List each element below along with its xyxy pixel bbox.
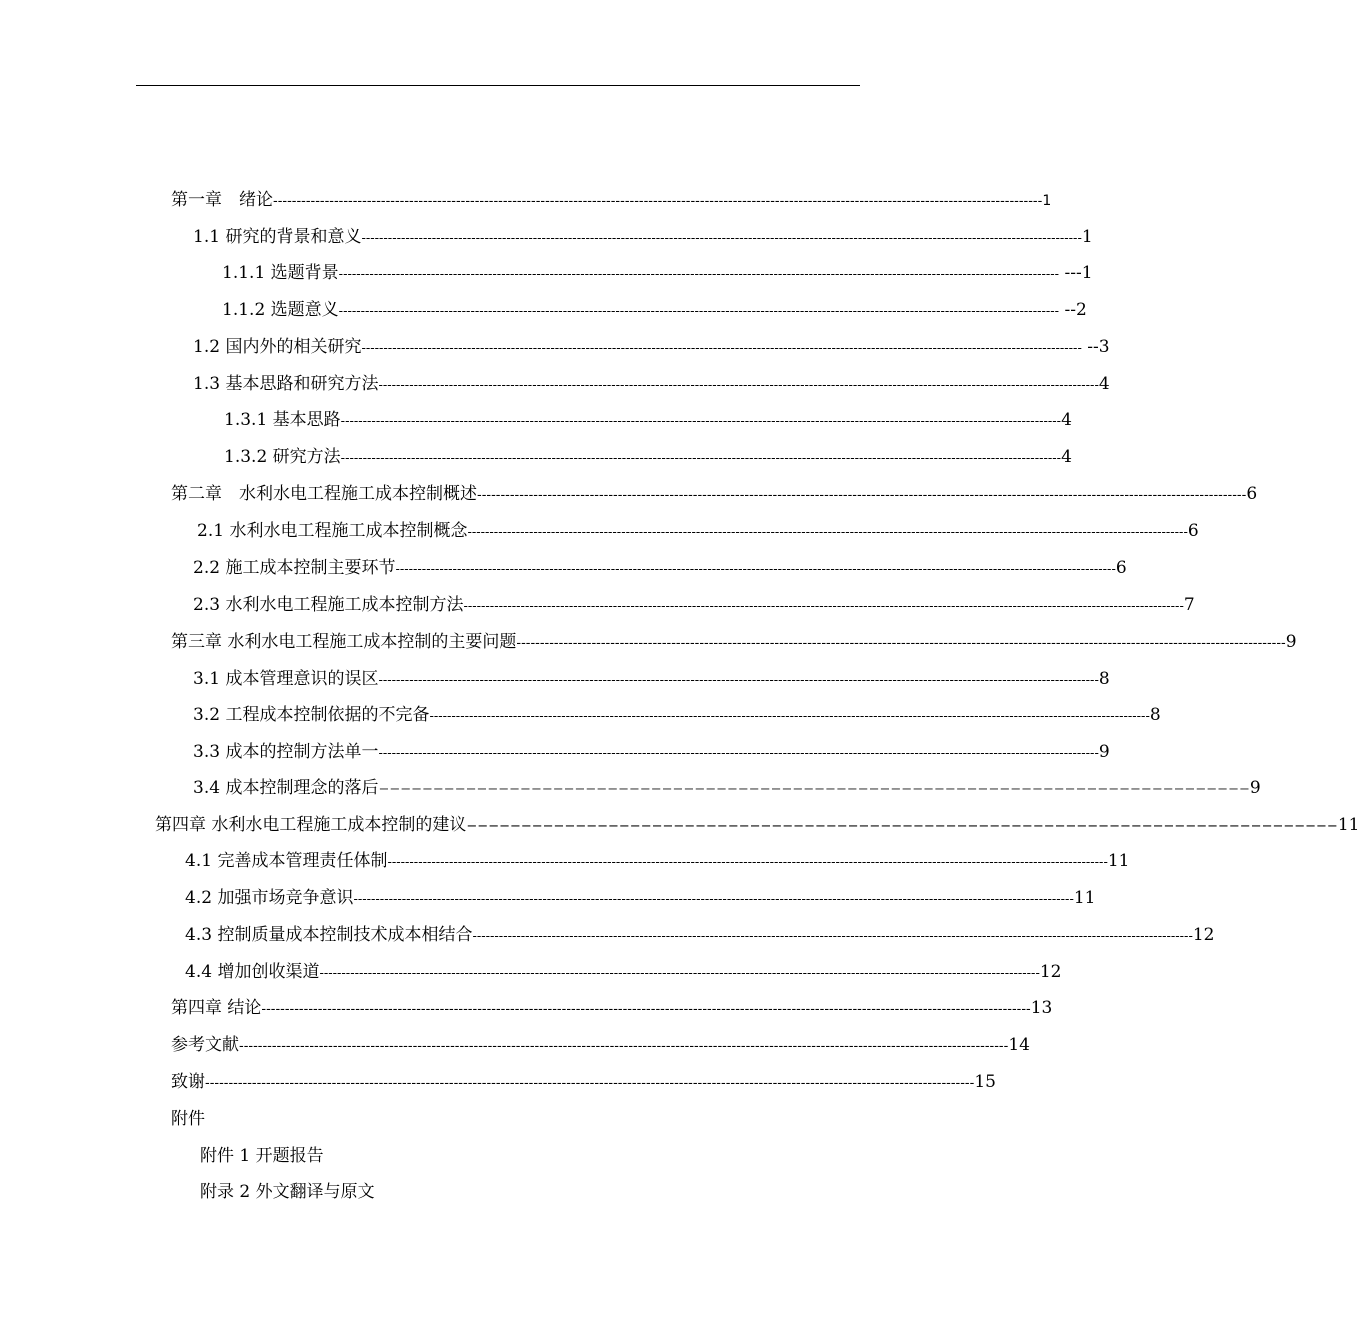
- toc-entry[interactable]: [171, 1070, 996, 1094]
- toc-entry-page: 4: [1098, 374, 1110, 394]
- dot-leader: --------------------------------------------------------------------------------------------------------------------------------------------------------------------: [361, 341, 1082, 356]
- toc-entry-title: 4.1 完善成本管理责任体制: [185, 851, 388, 871]
- toc-entry[interactable]: [193, 556, 1127, 580]
- dot-leader: --------------------------------------------------------------------------------------------------------------------------------------------------------------------: [378, 378, 1099, 393]
- toc-entry-title: 3.1 成本管理意识的误区: [193, 669, 379, 689]
- toc-entry-page: 1: [1081, 227, 1093, 247]
- toc-entry-page: 11: [1337, 815, 1359, 835]
- toc-entry-page: 4: [1061, 447, 1072, 467]
- toc-entry-title: 第四章 水利水电工程施工成本控制的建议: [155, 815, 467, 835]
- dot-leader: --------------------------------------------------------------------------------------------------------------------------------------------------------------------: [395, 562, 1116, 577]
- dot-leader: --------------------------------------------------------------------------------------------------------------------------------------------------------------------: [353, 892, 1074, 907]
- toc-entry-page: 13: [1030, 998, 1053, 1018]
- toc-entry-page: 6: [1115, 558, 1127, 578]
- toc-entry[interactable]: [171, 1033, 1030, 1057]
- dot-leader: --------------------------------------------------------------------------------------------------------------------------------------------------------------------: [361, 231, 1082, 246]
- toc-entry-title: 3.2 工程成本控制依据的不完备: [193, 705, 430, 725]
- appendix-item[interactable]: 附件 1 开题报告: [200, 1146, 324, 1166]
- toc-entry-page: 8: [1098, 669, 1110, 689]
- toc-entry-title: 参考文献: [171, 1035, 239, 1055]
- toc-entry-title: 第三章 水利水电工程施工成本控制的主要问题: [171, 632, 517, 652]
- toc-entry-title: 1.1.1 选题背景: [222, 263, 339, 283]
- toc-entry[interactable]: [193, 776, 1261, 800]
- toc-entry-page: 9: [1249, 778, 1261, 798]
- toc-entry-page: 8: [1149, 705, 1161, 725]
- toc-entry-title: 1.2 国内外的相关研究: [193, 337, 362, 357]
- toc-entry-title: 第一章 绪论: [171, 190, 273, 210]
- toc-entry-page: 11: [1107, 851, 1130, 871]
- toc-entry[interactable]: [224, 408, 1072, 432]
- appendix-heading: 附件: [171, 1109, 205, 1129]
- dot-leader: --------------------------------------------------------------------------------------------------------------------------------------------------------------------: [463, 599, 1184, 614]
- toc-entry[interactable]: [185, 923, 1215, 947]
- dot-leader: --------------------------------------------------------------------------------------------------------------------------------------------------------------------: [205, 1076, 975, 1091]
- dot-leader: --------------------------------------------------------------------------------------------------------------------------------------------------------------------: [429, 709, 1150, 724]
- toc-entry[interactable]: [193, 667, 1110, 691]
- toc-entry-page: 9: [1098, 742, 1110, 762]
- toc-entry-title: 致谢: [171, 1072, 205, 1092]
- dot-leader: −−−−−−−−−−−−−−−−−−−−−−−−−−−−−−−−−−−−−−−−−−−−−−−−−−−−−−−−−−−−−−−−−−−−−−−−−−−−−−−−: [378, 782, 1250, 797]
- dot-leader: --------------------------------------------------------------------------------------------------------------------------------------------------------------------: [516, 636, 1286, 651]
- toc-entry-title: 3.4 成本控制理念的落后: [193, 778, 379, 798]
- toc-entry[interactable]: [171, 630, 1297, 654]
- toc-entry[interactable]: [193, 740, 1110, 764]
- dot-leader: --------------------------------------------------------------------------------------------------------------------------------------------------------------------: [472, 929, 1193, 944]
- dot-leader: --------------------------------------------------------------------------------------------------------------------------------------------------------------------: [338, 304, 1060, 319]
- dot-leader: −−−−−−−−−−−−−−−−−−−−−−−−−−−−−−−−−−−−−−−−−−−−−−−−−−−−−−−−−−−−−−−−−−−−−−−−−−−−−−−−: [466, 819, 1338, 834]
- toc-entry-title: 2.3 水利水电工程施工成本控制方法: [193, 595, 464, 615]
- toc-entry[interactable]: [193, 372, 1110, 396]
- toc-entry-page: 4: [1061, 410, 1072, 430]
- toc-entry[interactable]: [171, 996, 1053, 1020]
- toc-entry-title: 3.3 成本的控制方法单一: [193, 742, 379, 762]
- toc-entry[interactable]: [193, 335, 1110, 359]
- toc-entry-page: 12: [1039, 962, 1062, 982]
- toc-entry-page: --2: [1059, 300, 1087, 320]
- toc-entry[interactable]: [185, 960, 1062, 984]
- dot-leader: --------------------------------------------------------------------------------------------------------------------------------------------------------------------: [378, 673, 1099, 688]
- dot-leader: --------------------------------------------------------------------------------------------------------------------------------------------------------------------: [239, 1039, 1009, 1054]
- dot-leader: --------------------------------------------------------------------------------------------------------------------------------------------------------------------: [477, 488, 1247, 503]
- toc-entry[interactable]: [171, 482, 1258, 506]
- dot-leader: --------------------------------------------------------------------------------------------------------------------------------------------------------------------: [338, 267, 1060, 282]
- toc-entry-title: 1.1.2 选题意义: [222, 300, 339, 320]
- toc-entry-page: 9: [1285, 632, 1297, 652]
- dot-leader: --------------------------------------------------------------------------------------------------------------------------------------------------------------------: [378, 746, 1099, 761]
- toc-entry[interactable]: [222, 261, 1093, 285]
- dot-leader: --------------------------------------------------------------------------------------------------------------------------------------------------------------------: [340, 414, 1062, 429]
- toc-entry[interactable]: [197, 519, 1199, 543]
- toc-entry-title: 第二章 水利水电工程施工成本控制概述: [171, 484, 477, 504]
- toc-entry[interactable]: [224, 445, 1072, 469]
- dot-leader: --------------------------------------------------------------------------------------------------------------------------------------------------------------------: [340, 451, 1062, 466]
- toc-entry-page: 6: [1246, 484, 1258, 504]
- toc-entry-page: 15: [974, 1072, 996, 1092]
- toc-entry-title: 第四章 结论: [171, 998, 262, 1018]
- toc-entry-page: 7: [1183, 595, 1195, 615]
- toc-entry-title: 4.2 加强市场竞争意识: [185, 888, 354, 908]
- dot-leader: --------------------------------------------------------------------------------------------------------------------------------------------------------------------: [387, 855, 1108, 870]
- toc-entry-page: ---1: [1059, 263, 1093, 283]
- toc-entry-title: 4.3 控制质量成本控制技术成本相结合: [185, 925, 473, 945]
- toc-entry-page: 12: [1192, 925, 1215, 945]
- toc-entry-title: 4.4 增加创收渠道: [185, 962, 320, 982]
- toc-entry[interactable]: [155, 813, 1359, 837]
- toc-entry[interactable]: [185, 886, 1096, 910]
- toc-entry[interactable]: [193, 703, 1161, 727]
- toc-entry-title: 2.2 施工成本控制主要环节: [193, 558, 396, 578]
- toc-entry-title: 1.3.2 研究方法: [224, 447, 341, 467]
- toc-entry[interactable]: [193, 225, 1093, 249]
- dot-leader: --------------------------------------------------------------------------------------------------------------------------------------------------------------------: [273, 194, 1043, 209]
- toc-entry-title: 1.3.1 基本思路: [224, 410, 341, 430]
- toc-entry[interactable]: [222, 298, 1087, 322]
- toc-entry[interactable]: [171, 188, 1052, 212]
- toc-entry[interactable]: [185, 849, 1130, 873]
- toc-entry-page: --3: [1081, 337, 1110, 357]
- toc-entry-page: 11: [1073, 888, 1096, 908]
- toc-entry-title: 2.1 水利水电工程施工成本控制概念: [197, 521, 468, 541]
- appendix-item[interactable]: 附录 2 外文翻译与原文: [200, 1182, 375, 1202]
- toc-entry-page: 14: [1008, 1035, 1030, 1055]
- toc-entry[interactable]: [193, 593, 1195, 617]
- toc-entry-page: 6: [1187, 521, 1199, 541]
- toc-entry-title: 1.3 基本思路和研究方法: [193, 374, 379, 394]
- dot-leader: --------------------------------------------------------------------------------------------------------------------------------------------------------------------: [319, 966, 1040, 981]
- dot-leader: --------------------------------------------------------------------------------------------------------------------------------------------------------------------: [467, 525, 1188, 540]
- toc-entry-title: 1.1 研究的背景和意义: [193, 227, 362, 247]
- dot-leader: --------------------------------------------------------------------------------------------------------------------------------------------------------------------: [261, 1002, 1031, 1017]
- toc-entry-page: 1: [1042, 193, 1052, 209]
